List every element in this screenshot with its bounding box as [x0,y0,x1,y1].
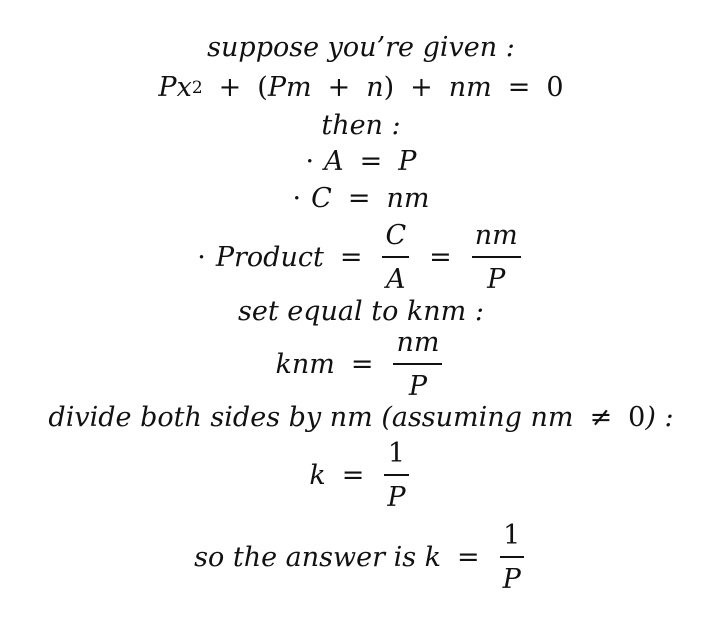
bullet-dot: · [292,183,302,214]
then-line [0,112,722,139]
eq-pm: Pm [267,72,312,103]
intro-line [0,34,722,61]
bullet-c-equals: = [347,183,371,214]
product-lhs: Product [215,242,324,274]
eq-paren-close: ) [383,72,395,103]
eq-n: n [366,72,384,103]
answer-line [0,522,722,594]
divide-text: divide both sides by nm (assuming nm [48,402,574,433]
knm-lhs: knm [275,349,335,381]
bullet-a-rhs: P [398,146,417,177]
set-equal-text: set equal to knm : [238,296,484,327]
eq-zero: 0 [546,72,564,103]
eq-plus-2: + [327,72,351,103]
eq-equals: = [507,72,531,103]
bullet-c-line [0,185,722,212]
bullet-c-rhs: nm [386,183,430,214]
knm-equals: = [350,349,374,381]
then-text: then : [321,110,401,141]
eq-p: P [158,72,177,103]
intro-text: suppose you’re given : [207,32,515,63]
fraction-one-over-p [384,440,408,512]
fraction-numerator: 1 [503,520,521,551]
k-equals: = [341,460,365,492]
fraction-denominator: P [487,263,506,295]
k-lhs: k [309,460,326,492]
divide-zero: 0 [628,402,646,433]
bullet-dot: · [197,242,206,274]
product-equals-2: = [429,242,452,274]
eq-plus-3: + [410,72,433,103]
eq-paren-open: ( [257,72,268,103]
fraction-denominator: A [386,263,406,295]
set-equal-line [0,298,722,325]
bullet-a-equals: = [359,146,383,177]
product-equals-1: = [339,242,363,274]
divide-line [0,404,722,431]
fraction-numerator: C [385,220,407,251]
eq-x: x [176,72,192,103]
fraction-denominator: P [408,370,428,402]
knm-equation [0,329,722,401]
fraction-numerator: 1 [387,438,406,469]
answer-equals: = [457,542,480,574]
fraction-nm-over-p [472,222,521,294]
fraction-numerator: nm [396,327,440,358]
fraction-numerator: nm [474,220,518,251]
bullet-c-lhs: C [311,183,332,214]
fraction-denominator: P [502,563,521,595]
bullet-a-line [0,148,722,175]
divide-close: ) : [645,402,674,433]
fraction-denominator: P [387,481,406,513]
product-line [0,222,722,294]
given-equation: P x 2 + ( Pm + n ) + nm = 0 [158,72,564,103]
not-equal-sign: ≠ [589,402,613,433]
fraction-nm-over-p [393,329,442,401]
bullet-dot: · [305,146,315,177]
bullet-a-lhs: A [324,146,344,177]
fraction-c-over-a [382,222,409,294]
fraction-one-over-p [500,522,524,594]
answer-text: so the answer is k [194,542,442,574]
eq-plus-1: + [218,72,242,103]
eq-nm: nm [448,72,492,103]
k-equation [0,440,722,512]
